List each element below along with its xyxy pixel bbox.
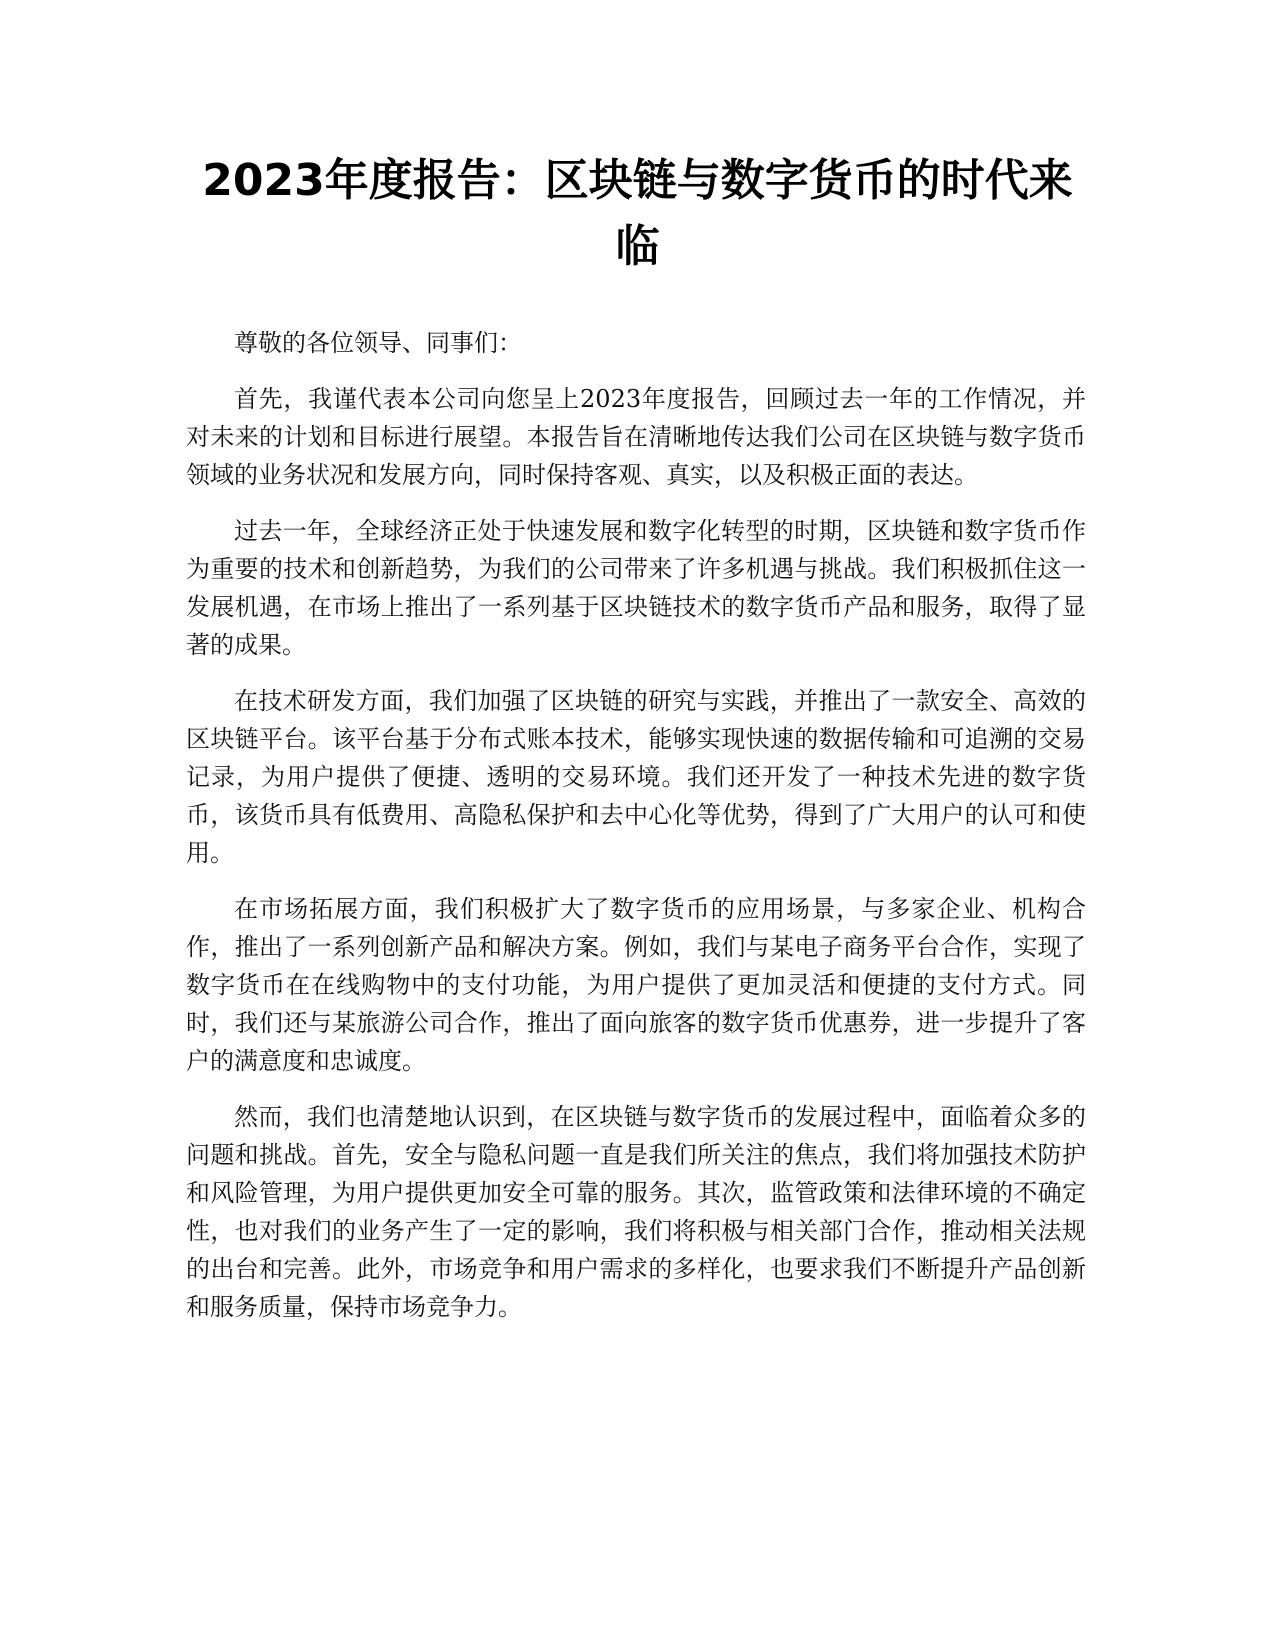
paragraph-introduction: 首先，我谨代表本公司向您呈上2023年度报告，回顾过去一年的工作情况，并对未来的计划和目标进行展望。本报告旨在清晰地传达我们公司在区块链与数字货币领域的业务状况和发展方向，同时保持客观、真实，以及积极正面的表达。 (186, 385, 1086, 489)
paragraph-challenges: 然而，我们也清楚地认识到，在区块链与数字货币的发展过程中，面临着众多的问题和挑战。首先，安全与隐私问题一直是我们所关注的焦点，我们将加强技术防护和风险管理，为用户提供更加安全可靠的服务。其次，监管政策和法律环境的不确定性，也对我们的业务产生了一定的影响，我们将积极与相关部门合作，推动相关法规的出台和完善。此外，市场竞争和用户需求的多样化，也要求我们不断提升产品创新和服务质量，保持市场竞争力。 (186, 1103, 1086, 1321)
paragraph-market: 在市场拓展方面，我们积极扩大了数字货币的应用场景，与多家企业、机构合作，推出了一系列创新产品和解决方案。例如，我们与某电子商务平台合作，实现了数字货币在在线购物中的支付功能，为用户提供了更加灵活和便捷的支付方式。同时，我们还与某旅游公司合作，推出了面向旅客的数字货币优惠券，进一步提升了客户的满意度和忠诚度。 (186, 895, 1086, 1075)
document-body (186, 324, 1086, 1344)
paragraph-salutation: 尊敬的各位领导、同事们： (234, 329, 522, 357)
paragraph-technology: 在技术研发方面，我们加强了区块链的研究与实践，并推出了一款安全、高效的区块链平台。该平台基于分布式账本技术，能够实现快速的数据传输和可追溯的交易记录，为用户提供了便捷、透明的交易环境。我们还开发了一种技术先进的数字货币，该货币具有低费用、高隐私保护和去中心化等优势，得到了广大用户的认可和使用。 (186, 687, 1086, 867)
document-title: 2023年度报告：区块链与数字货币的时代来临 (202, 155, 1073, 272)
paragraph-past-year: 过去一年，全球经济正处于快速发展和数字化转型的时期，区块链和数字货币作为重要的技术和创新趋势，为我们的公司带来了许多机遇与挑战。我们积极抓住这一发展机遇，在市场上推出了一系列基于区块链技术的数字货币产品和服务，取得了显著的成果。 (186, 517, 1086, 659)
